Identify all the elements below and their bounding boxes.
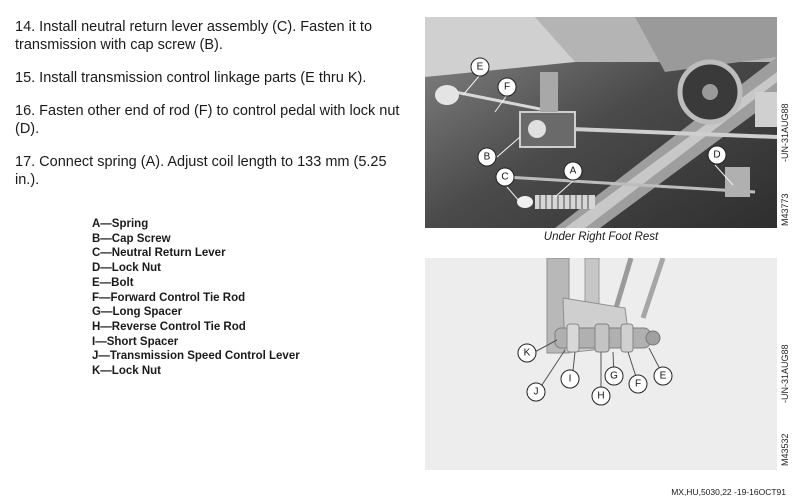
callout-h: H (597, 390, 605, 402)
parts-legend (92, 217, 300, 379)
callout-f: F (503, 81, 511, 93)
legend-item: I—Short Spacer (92, 335, 179, 348)
callout-a: A (569, 165, 577, 177)
linkage-photo-closeup (425, 258, 777, 470)
legend-item: F—Forward Control Tie Rod (92, 291, 246, 304)
figure2-image-id: M43532 (780, 433, 790, 466)
callout-j: J (533, 386, 539, 398)
legend-item: C—Neutral Return Lever (92, 247, 226, 260)
step-14: 14. Install neutral return lever assembly (C). Fasten it to transmission with cap screw (B). (15, 19, 373, 53)
callout-b: B (483, 151, 491, 163)
legend-item: E—Bolt (92, 276, 134, 289)
callout-d: D (713, 149, 721, 161)
figure1-side-code: -UN-31AUG88 (780, 103, 790, 162)
legend-item: J—Transmission Speed Control Lever (92, 350, 300, 363)
document-footer-code: MX,HU,5030,22 -19-16OCT91 (671, 487, 786, 497)
legend-item: H—Reverse Control Tie Rod (92, 320, 246, 333)
step-15: 15. Install transmission control linkage parts (E thru K). (15, 70, 367, 86)
callout-f: F (634, 378, 642, 390)
instruction-steps (15, 18, 410, 204)
legend-item: G—Long Spacer (92, 306, 183, 319)
linkage-photo-foot-rest (425, 17, 777, 228)
legend-item: A—Spring (92, 218, 149, 230)
legend-item: B—Cap Screw (92, 232, 171, 245)
legend-item: K—Lock Nut (92, 365, 161, 378)
callout-e: E (476, 61, 484, 73)
callout-g: G (610, 370, 618, 382)
figure2-side-code: -UN-31AUG88 (780, 344, 790, 403)
callout-k: K (523, 347, 531, 359)
step-17: 17. Connect spring (A). Adjust coil length to 133 mm (5.25 in.). (15, 154, 387, 188)
figure1-image-id: M43773 (780, 193, 790, 226)
figure1-caption: Under Right Foot Rest (543, 231, 659, 243)
legend-item: D—Lock Nut (92, 262, 161, 275)
step-16: 16. Fasten other end of rod (F) to control pedal with lock nut (D). (15, 103, 400, 137)
callout-c: C (501, 171, 509, 183)
callout-i: I (568, 373, 572, 385)
callout-e: E (659, 370, 667, 382)
